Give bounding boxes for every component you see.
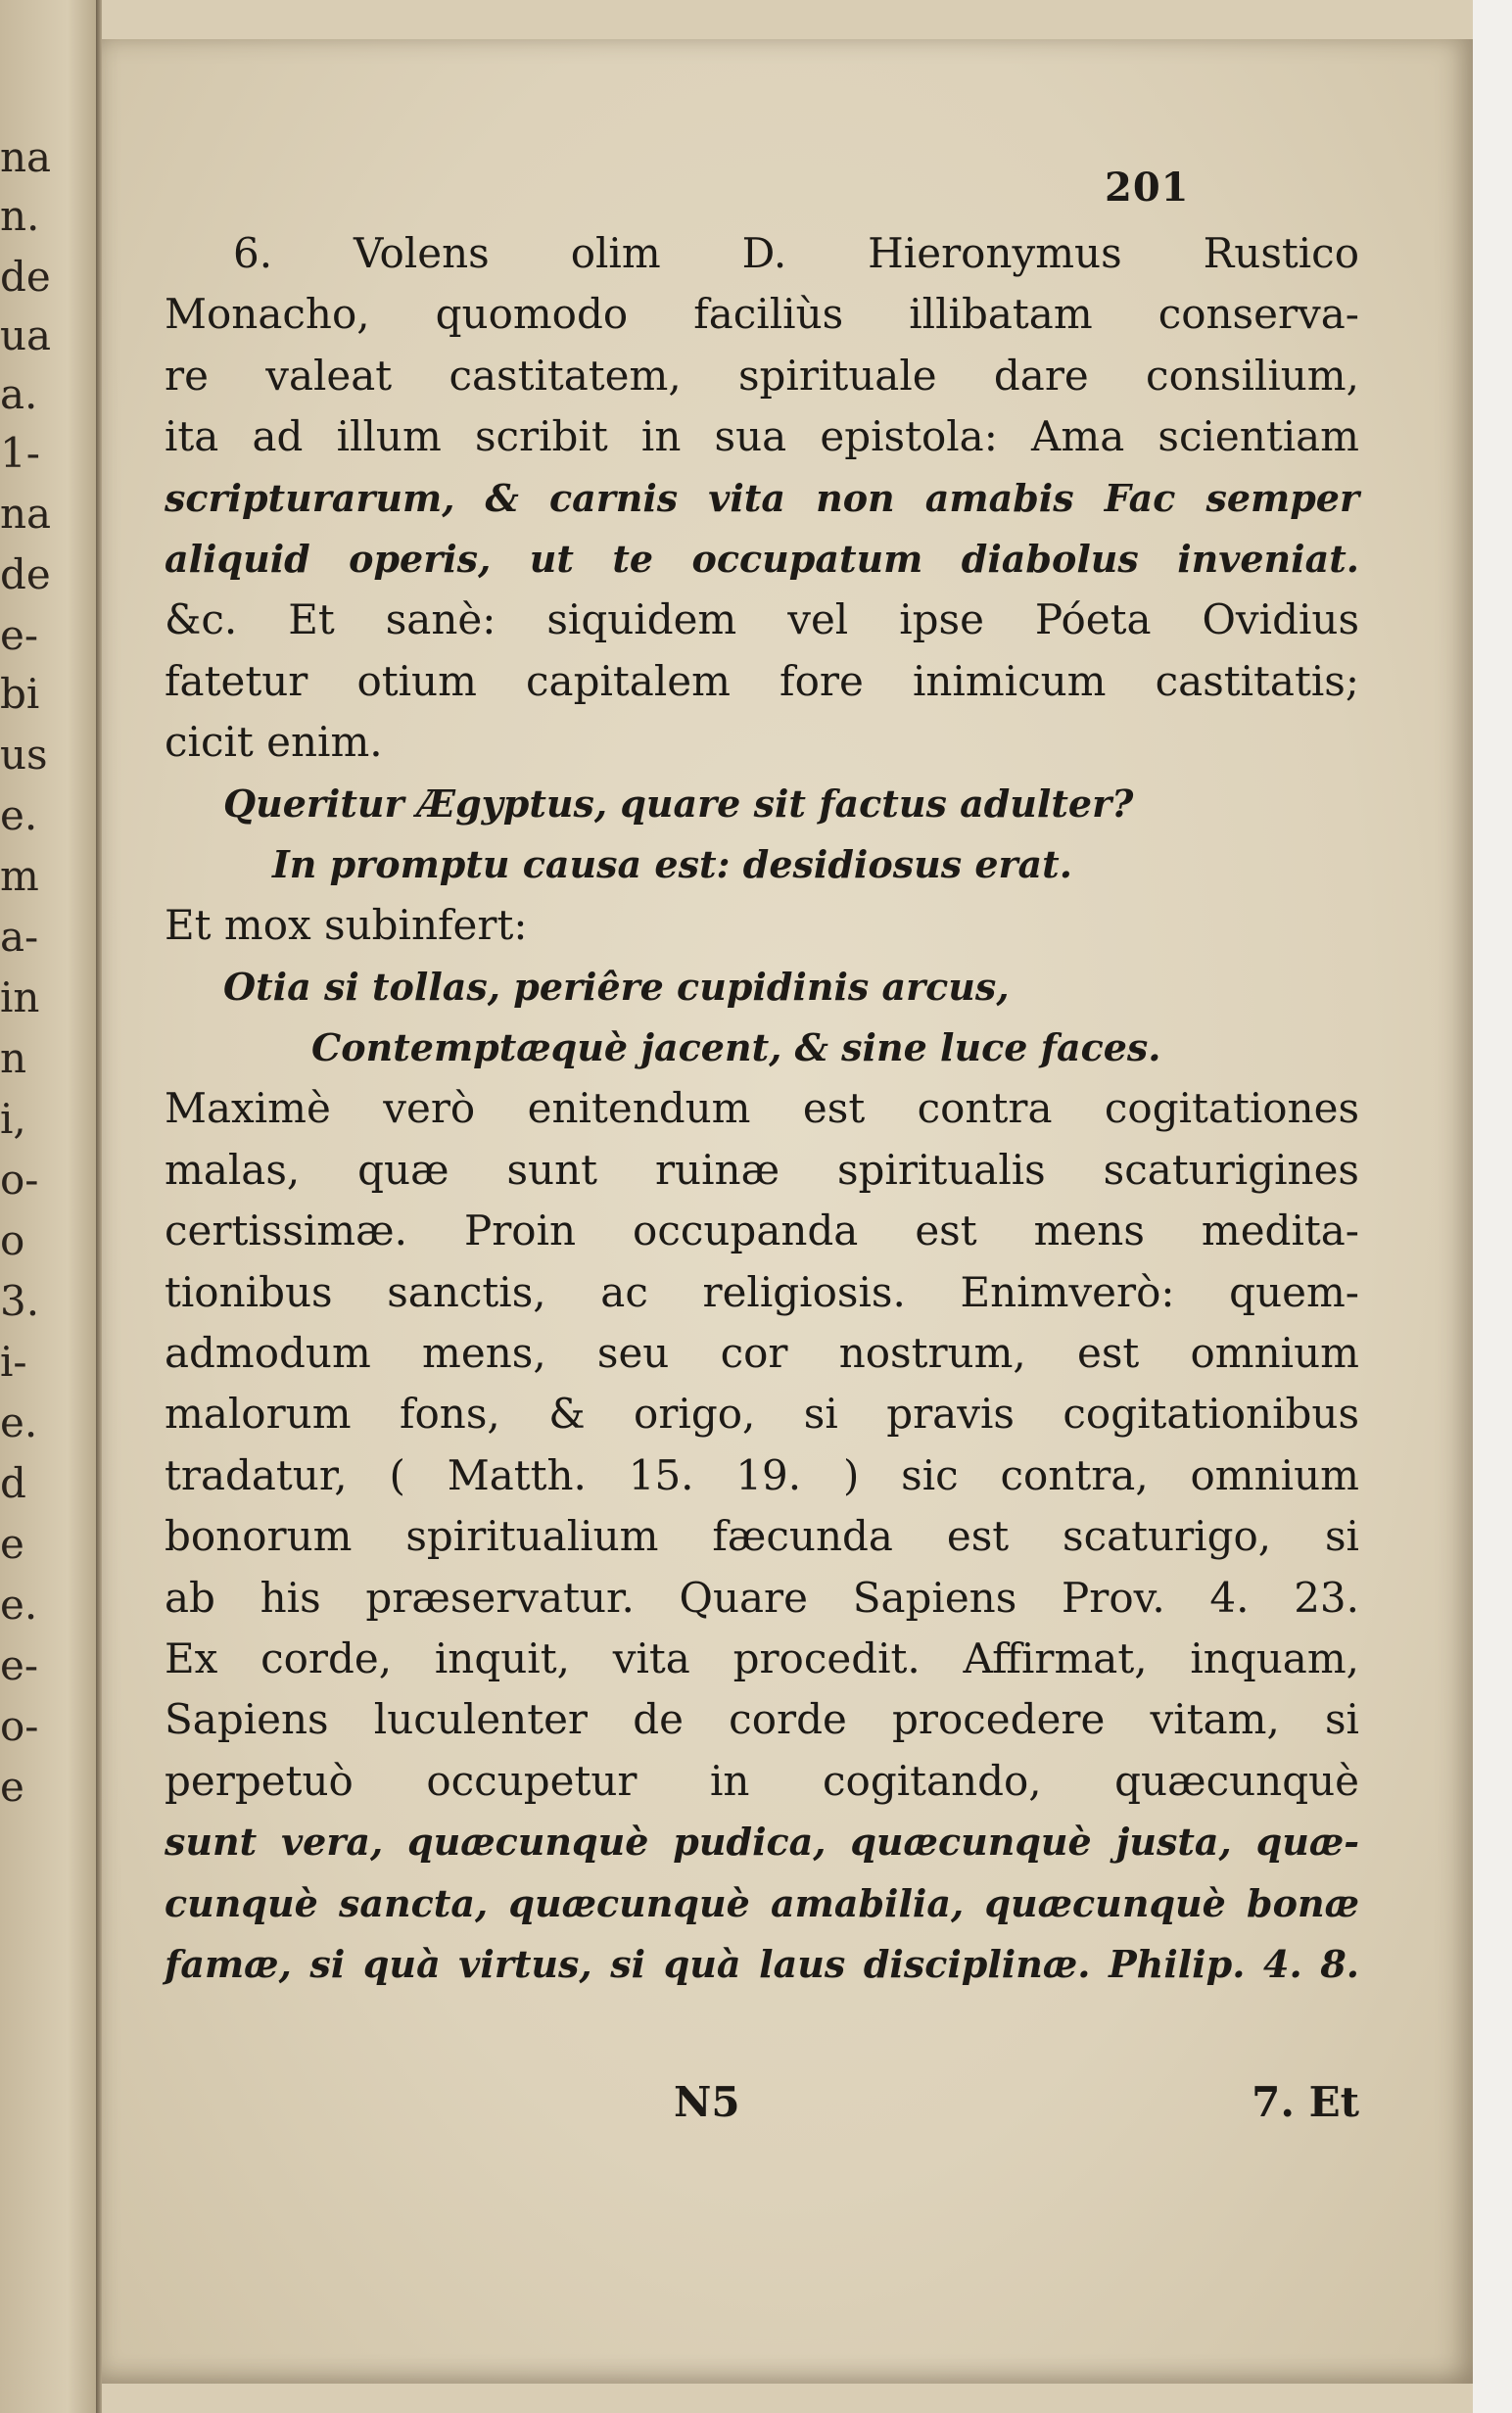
text-line: tradatur, ( Matth. 15. 19. ) sic contra, omnium xyxy=(165,1450,1359,1499)
text-line: fatetur otium capitalem fore inimicum castitatis; xyxy=(165,656,1359,705)
facing-page-fragment: e xyxy=(0,1767,24,1808)
facing-page-fragment: i, xyxy=(0,1099,26,1140)
page-number: 201 xyxy=(1105,165,1190,211)
facing-page-fragment: e. xyxy=(0,1402,38,1443)
text-line: &c. Et sanè: siquidem vel ipse Póeta Ovidius xyxy=(165,595,1359,644)
facing-page-fragment: bi xyxy=(0,674,40,715)
text-line: Ex corde, inquit, vita procedit. Affirmat, inquam, xyxy=(165,1633,1359,1682)
text-line: Monacho, quomodo faciliùs illibatam conserva- xyxy=(165,290,1359,339)
text-line: scripturarum, & carnis vita non amabis Fac semper xyxy=(165,475,1359,520)
text-line: bonorum spiritualium fæcunda est scaturigo, si xyxy=(165,1512,1359,1561)
verse-quote-1 xyxy=(165,774,1359,896)
text-line: cicit enim. xyxy=(165,718,383,767)
facing-page-fragment: e- xyxy=(0,615,39,656)
text-line: admodum mens, seu cor nostrum, est omnium xyxy=(165,1329,1359,1378)
facing-page-fragment: 3. xyxy=(0,1281,40,1322)
facing-page-fragment: m xyxy=(0,856,39,897)
text-line: certissimæ. Proin occupanda est mens medita- xyxy=(165,1206,1359,1255)
text-line: ab his præservatur. Quare Sapiens Prov. 4. 23. xyxy=(165,1573,1359,1622)
text-line: tionibus sanctis, ac religiosis. Enimverò: quem- xyxy=(165,1267,1359,1316)
verse-line: Queritur Ægyptus, quare sit factus adulter? xyxy=(223,781,1134,826)
facing-page-fragment: e. xyxy=(0,795,38,836)
paragraph-1 xyxy=(165,223,1359,774)
facing-page-fragment: o- xyxy=(0,1159,39,1201)
facing-page-fragment: us xyxy=(0,734,48,776)
text-line: ita ad illum scribit in sua epistola: Ama scientiam xyxy=(165,412,1359,461)
text-line: famæ, si quà virtus, si quà laus disciplinæ. Philip. 4. 8. xyxy=(165,1941,1359,1986)
text-line: Sapiens luculenter de corde procedere vitam, si xyxy=(165,1695,1359,1744)
page-footer xyxy=(165,2078,1359,2139)
facing-page-fragment: a- xyxy=(0,917,39,958)
facing-page-fragment: in xyxy=(0,977,40,1018)
facing-page-fragment: e. xyxy=(0,1585,38,1626)
text-line: cunquè sancta, quæcunquè amabilia, quæcunquè bonæ xyxy=(165,1880,1359,1925)
text-line: re valeat castitatem, spirituale dare consilium, xyxy=(165,351,1359,400)
text-line: Maximè verò enitendum est contra cogitationes xyxy=(165,1084,1359,1133)
verse-line: Contemptæquè jacent, & sine luce faces. xyxy=(311,1025,1161,1070)
facing-page-fragment: e xyxy=(0,1524,24,1565)
verse-quote-2 xyxy=(165,957,1359,1079)
facing-page-fragment: de xyxy=(0,257,51,298)
scan-background xyxy=(1473,0,1512,2413)
body-text xyxy=(165,223,1359,1995)
facing-page-fragment: n. xyxy=(0,196,40,237)
facing-page-fragment: a. xyxy=(0,374,38,415)
text-line: 6. Volens olim D. Hieronymus Rustico xyxy=(233,229,1359,277)
facing-page-fragment: i- xyxy=(0,1342,27,1383)
facing-page-fragment: o xyxy=(0,1220,25,1261)
paragraph-2 xyxy=(165,1078,1359,1995)
signature-mark: N5 xyxy=(674,2078,740,2126)
facing-page-fragment: na xyxy=(0,137,52,178)
catchword: 7. Et xyxy=(1252,2078,1359,2126)
text-line: malas, quæ sunt ruinæ spiritualis scaturigines xyxy=(165,1145,1359,1194)
facing-page-fragment: n xyxy=(0,1038,27,1079)
text-line: malorum fons, & origo, si pravis cogitationibus xyxy=(165,1390,1359,1439)
facing-page-fragment: o- xyxy=(0,1706,39,1747)
facing-page-fragment: e- xyxy=(0,1645,39,1686)
facing-page-edge xyxy=(0,0,96,2413)
verse-line: In promptu causa est: desidiosus erat. xyxy=(272,841,1072,886)
facing-page-fragment: na xyxy=(0,494,52,535)
facing-page-fragment: ua xyxy=(0,315,52,356)
facing-page-fragment: d xyxy=(0,1463,26,1504)
facing-page-fragment: de xyxy=(0,554,51,595)
text-line: aliquid operis, ut te occupatum diabolus inveniat. xyxy=(165,536,1359,581)
verse-line: Otia si tollas, periêre cupidinis arcus, xyxy=(223,964,1010,1009)
text-line: perpetuò occupetur in cogitando, quæcunquè xyxy=(165,1756,1359,1805)
text-line: sunt vera, quæcunquè pudica, quæcunquè justa, quæ- xyxy=(165,1820,1359,1865)
facing-page-fragment: 1- xyxy=(0,433,40,474)
text-line: Et mox subinfert: xyxy=(165,901,528,950)
